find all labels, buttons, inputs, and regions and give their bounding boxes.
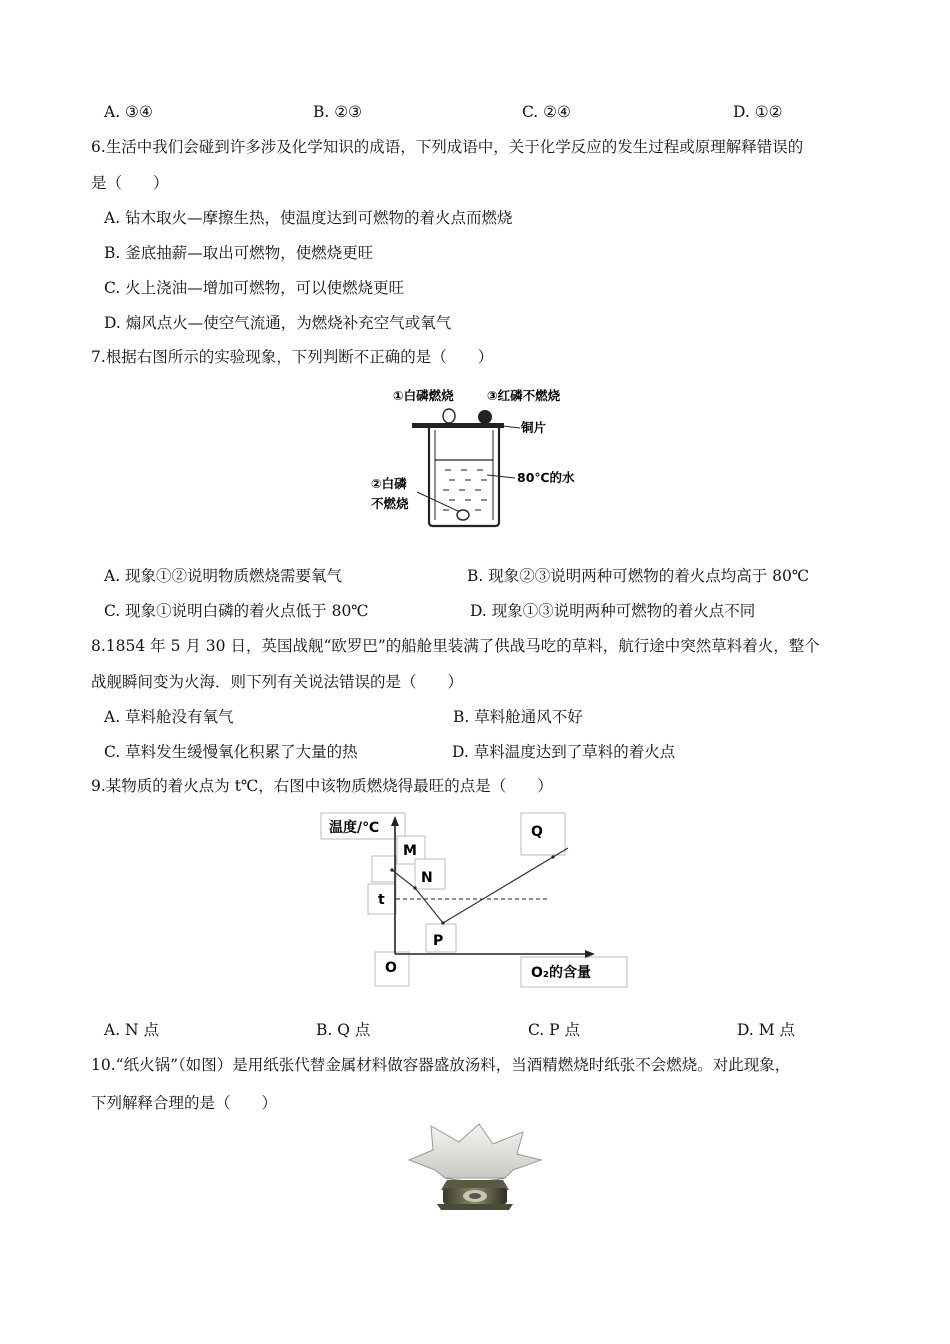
q9-option-c: C. P 点 — [528, 1021, 581, 1039]
q9-point-q — [551, 855, 554, 858]
q5-option-b: B. ②③ — [313, 103, 363, 121]
q6-option-d: D. 煽风点火—使空气流通，为燃烧补充空气或氧气 — [104, 314, 452, 332]
q9-option-b: B. Q 点 — [316, 1021, 371, 1039]
q10-stem-line1: 10.“纸火锅”（如图）是用纸张代替金属材料做容器盛放汤料，当酒精燃烧时纸张不会燃烧。对此现象， — [91, 1056, 791, 1074]
q7-label-underwater-phosphorus-2: 不燃烧 — [371, 496, 409, 511]
q9-label-m: M — [403, 843, 417, 859]
q6-stem-line2: 是（ ） — [91, 174, 169, 192]
q7-label-underwater-phosphorus-1: ②白磷 — [371, 476, 407, 491]
white-phosphorus-underwater — [457, 510, 469, 520]
q6-stem-line1: 6.生活中我们会碰到许多涉及化学知识的成语，下列成语中，关于化学反应的发生过程或原理解释错误的 — [91, 138, 804, 156]
q9-option-d: D. M 点 — [737, 1021, 796, 1039]
q7-option-c: C. 现象①说明白磷的着火点低于 80℃ — [104, 602, 369, 620]
q9-option-a: A. N 点 — [104, 1021, 160, 1039]
q7-figure-phosphorus-experiment — [365, 382, 580, 532]
q9-label-q: Q — [531, 824, 543, 840]
q9-label-n: N — [421, 870, 433, 886]
q9-point-n — [413, 886, 416, 889]
q7-stem: 7.根据右图所示的实验现象，下列判断不正确的是（ ） — [91, 348, 494, 366]
water — [443, 470, 487, 510]
q10-figure-paper-hotpot — [405, 1120, 545, 1216]
q9-point-p — [441, 921, 444, 924]
q9-y-axis-label: 温度/℃ — [329, 820, 380, 836]
q7-option-b: B. 现象②③说明两种可燃物的着火点均高于 80℃ — [467, 567, 810, 585]
q9-origin-label: O — [385, 960, 397, 976]
q7-option-d: D. 现象①③说明两种可燃物的着火点不同 — [470, 602, 756, 620]
q9-figure-temperature-graph — [320, 808, 632, 990]
q9-label-t: t — [378, 892, 385, 908]
q9-label-p: P — [433, 933, 444, 949]
q8-stem-line1: 8.1854 年 5 月 30 日，英国战舰“欧罗巴”的船舱里装满了供战马吃的草料，航行途中突然草料着火，整个 — [91, 637, 820, 655]
q6-option-a: A. 钻木取火—摩擦生热，使温度达到可燃物的着火点而燃烧 — [104, 209, 513, 227]
q7-label-red-phosphorus: ③红磷不燃烧 — [487, 388, 561, 403]
q9-point-m — [390, 868, 393, 871]
stove-base — [437, 1204, 513, 1210]
q10-stem-line2: 下列解释合理的是（ ） — [91, 1094, 278, 1112]
q5-option-d: D. ①② — [733, 103, 783, 121]
q7-option-a: A. 现象①②说明物质燃烧需要氧气 — [104, 567, 343, 585]
q5-option-c: C. ②④ — [522, 103, 571, 121]
q8-option-b: B. 草料舱通风不好 — [453, 708, 583, 726]
q9-stem: 9.某物质的着火点为 t℃，右图中该物质燃烧得最旺的点是（ ） — [91, 777, 553, 795]
q7-label-water: 80℃的水 — [517, 470, 575, 485]
q7-label-white-phosphorus-burns: ①白磷燃烧 — [393, 388, 454, 403]
q5-option-a: A. ③④ — [104, 103, 153, 121]
q9-x-axis-label: O₂的含量 — [531, 965, 592, 981]
q6-option-b: B. 釜底抽薪—取出可燃物，使燃烧更旺 — [104, 244, 374, 262]
q7-label-copper-sheet: 铜片 — [521, 420, 547, 435]
paper-pot — [409, 1124, 541, 1178]
copper-sheet — [412, 423, 504, 428]
q8-option-d: D. 草料温度达到了草料的着火点 — [452, 743, 676, 761]
white-phosphorus-on-sheet — [443, 409, 455, 423]
q8-stem-line2: 战舰瞬间变为火海．则下列有关说法错误的是（ ） — [91, 673, 464, 691]
red-phosphorus — [478, 410, 492, 424]
q8-option-c: C. 草料发生缓慢氧化积累了大量的热 — [104, 743, 358, 761]
q6-option-c: C. 火上浇油—增加可燃物，可以使燃烧更旺 — [104, 279, 405, 297]
q8-option-a: A. 草料舱没有氧气 — [104, 708, 234, 726]
